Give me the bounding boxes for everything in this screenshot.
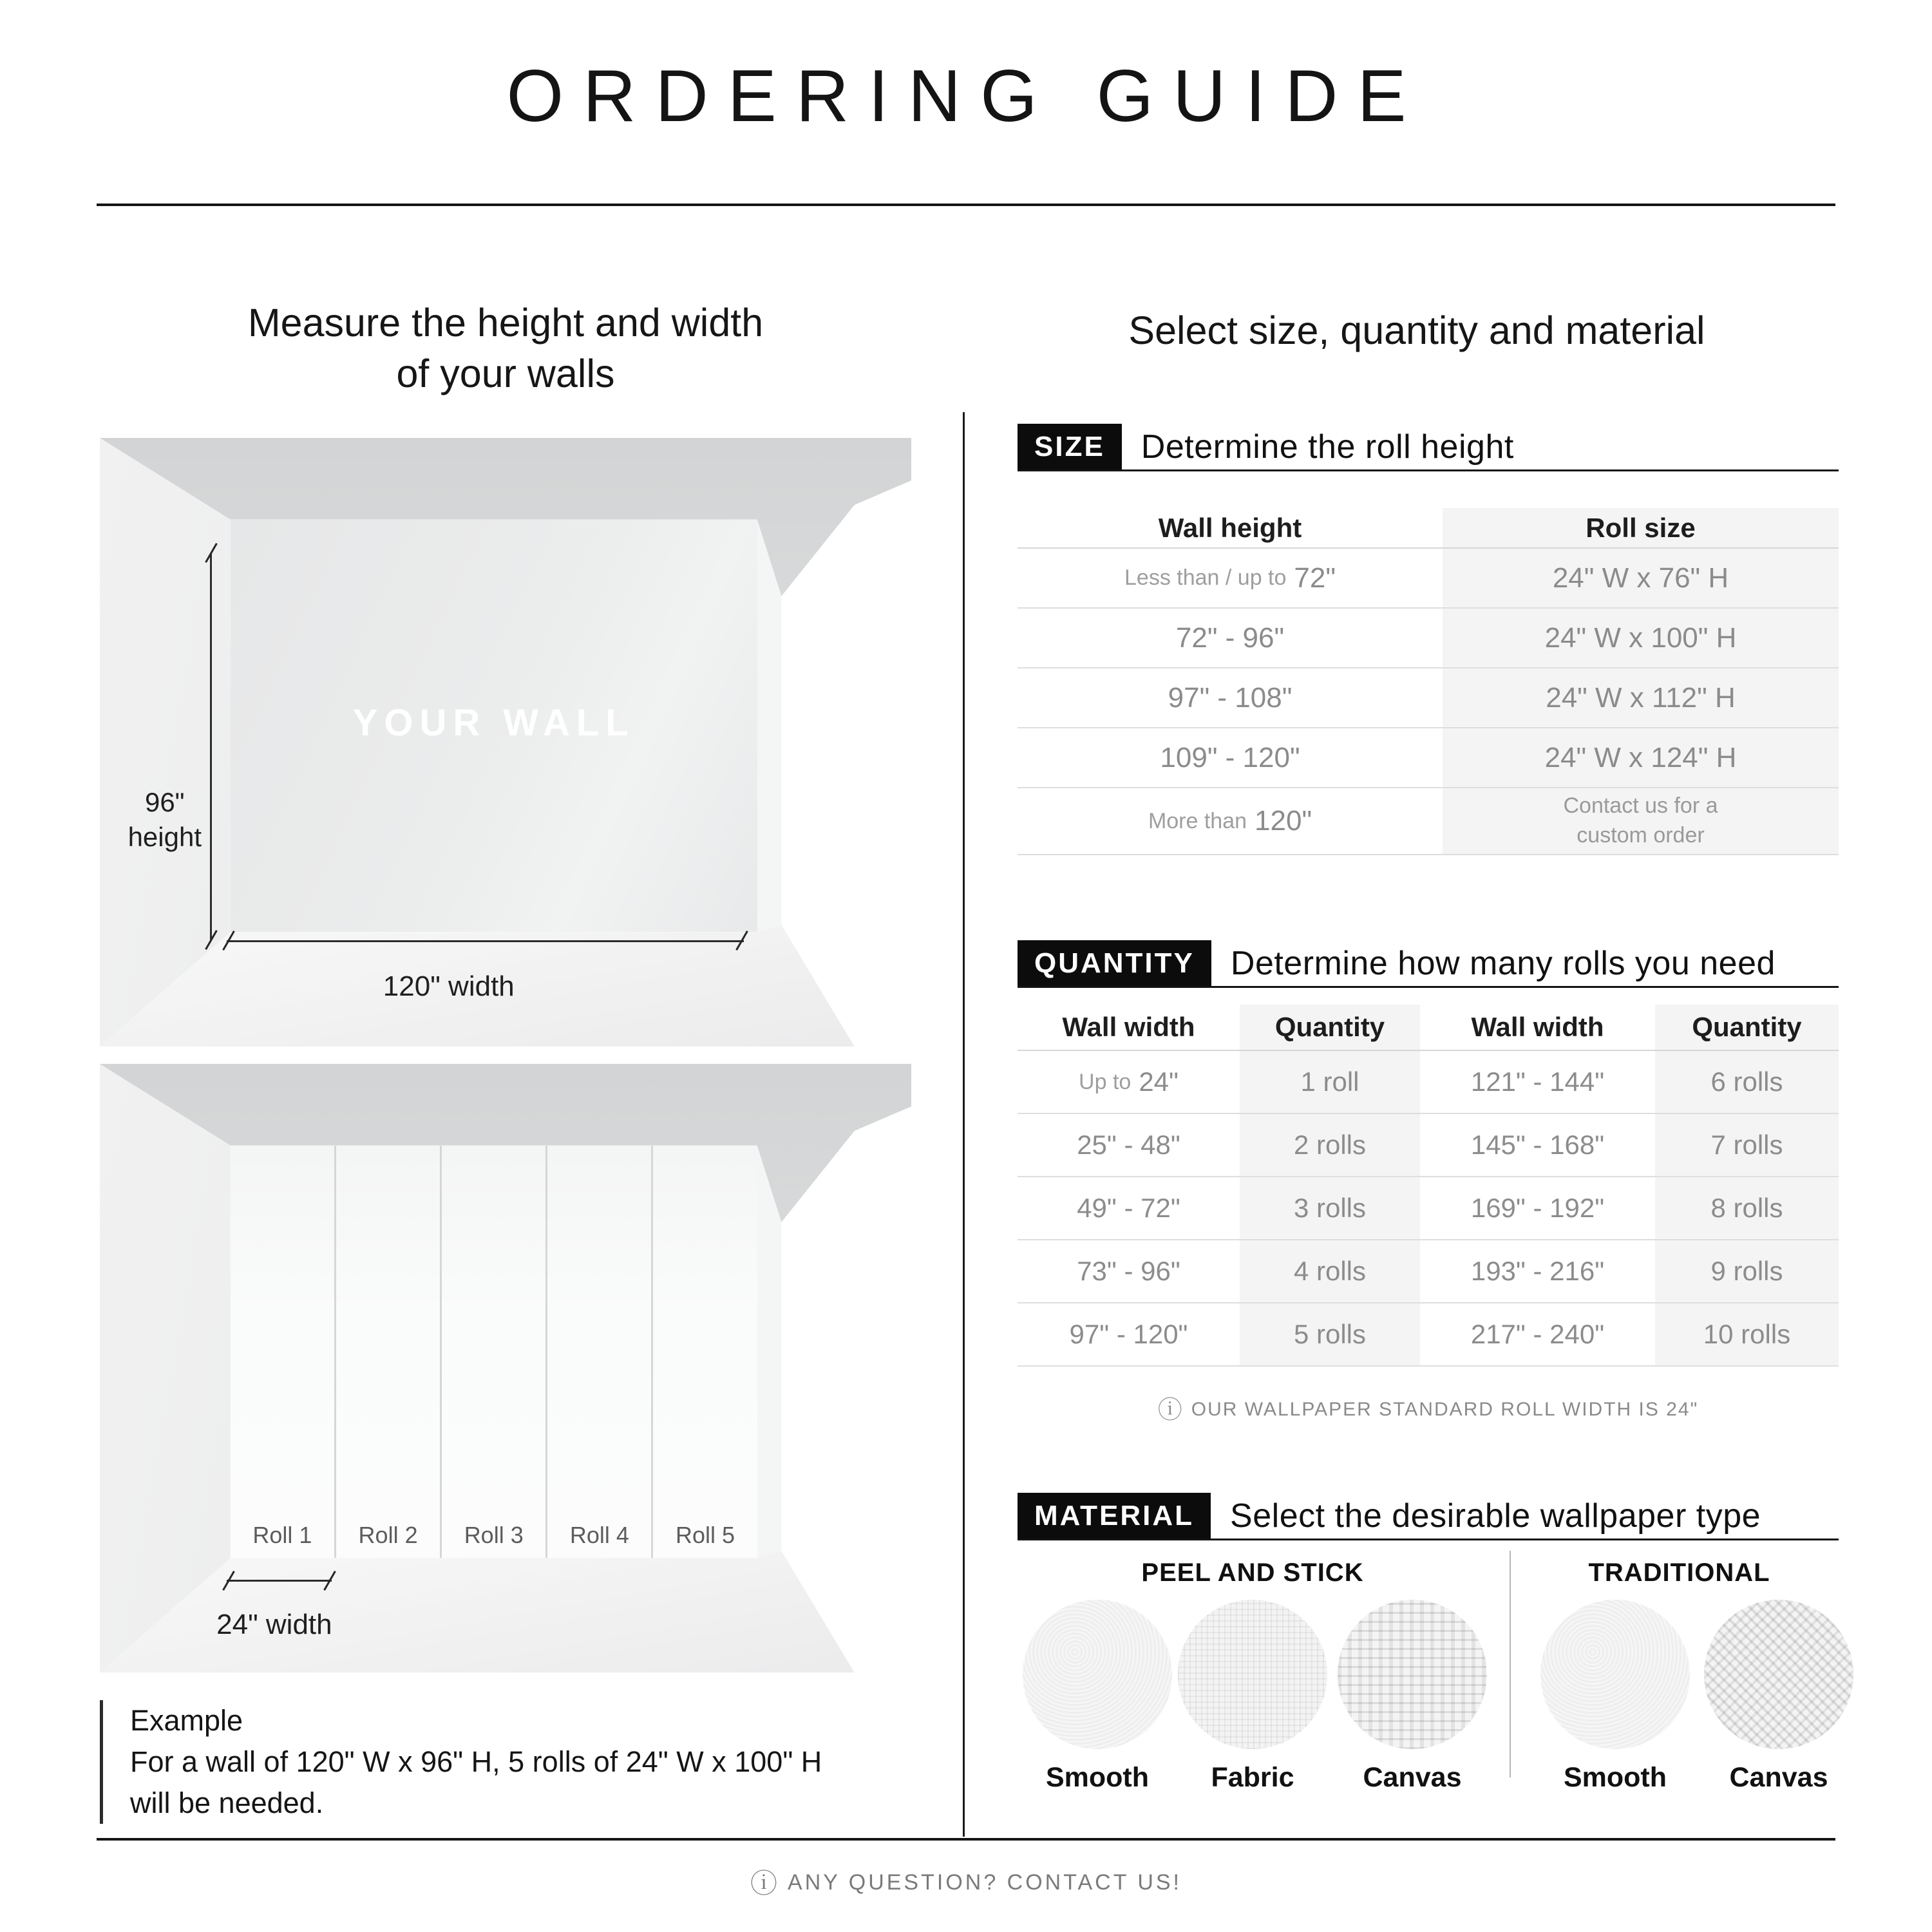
example-line2: will be needed. [130,1786,324,1819]
swatch-label: Canvas [1363,1762,1462,1793]
table-row [1018,1240,1839,1303]
info-icon: ⓘ [750,1868,778,1899]
wall-width-cell [1420,1240,1655,1302]
roll-size-cell [1443,668,1839,727]
cell-value: 24" W x 76" H [1552,562,1729,594]
room-illustration-measure [100,438,911,1046]
swatch-label: Fabric [1211,1762,1294,1793]
roll-size-cell [1443,728,1839,787]
quantity-section-heading: Determine how many rolls you need [1230,945,1776,982]
wallpaper-rolls [231,1146,757,1558]
cell-value: 9 rolls [1710,1256,1783,1286]
wall-width-cell [1420,1177,1655,1239]
roll-strip [547,1146,653,1558]
cell-value: 72" - 96" [1175,621,1285,654]
wall-width-cell [1018,1114,1240,1176]
table-row [1018,1051,1839,1114]
wall-height-cell [1018,668,1443,727]
wall-width-cell [1420,1051,1655,1113]
example-block [100,1700,948,1824]
quantity-section-rule [1018,986,1839,988]
quantity-cell [1240,1177,1420,1239]
cell-value: 25" - 48" [1077,1130,1180,1160]
wall-height-cell [1018,609,1443,667]
table-row [1018,728,1839,788]
column-divider [963,412,965,1837]
size-section-rule [1018,469,1839,471]
quantity-section-header [1018,940,1776,987]
left-heading-line2: of your walls [396,352,615,396]
height-dimension-line [210,553,212,940]
quantity-cell [1655,1240,1839,1302]
cell-value: 193" - 216" [1470,1256,1605,1286]
roll-label: Roll 4 [569,1522,629,1549]
size-badge: SIZE [1018,424,1122,470]
quantity-cell [1655,1177,1839,1239]
table-header-row [1018,1005,1839,1051]
cell-value: 72" [1294,562,1336,594]
room-illustration-rolls [100,1064,911,1672]
wall-width-cell [1018,1051,1240,1113]
column-header: Roll size [1443,508,1839,547]
width-dimension-line [227,940,744,942]
quantity-cell [1240,1051,1420,1113]
cell-value: 24" W x 124" H [1544,741,1737,773]
cell-value: 217" - 240" [1470,1319,1605,1349]
quantity-cell [1655,1303,1839,1365]
wall-width-cell [1018,1240,1240,1302]
cell-prefix: Up to [1079,1069,1132,1094]
roll-strip [231,1146,336,1558]
table-header-row [1018,508,1839,549]
quantity-cell [1655,1114,1839,1176]
swatch-label: Smooth [1045,1762,1150,1793]
cell-value: 120" [1255,805,1312,837]
wall-height-cell [1018,728,1443,787]
title-divider [97,204,1835,206]
cell-value: 169" - 192" [1470,1193,1605,1223]
size-table [1018,508,1839,855]
roll-width-note [1018,1390,1839,1425]
column-header: Wall width [1471,1012,1604,1042]
material-group-divider [1510,1551,1511,1777]
left-heading-line1: Measure the height and width [247,301,764,345]
cell-value: 97" - 120" [1069,1319,1188,1349]
roll-width-dimension-label: 24" width [216,1608,332,1640]
example-line1: For a wall of 120" W x 96" H, 5 rolls of 24" W x 100" H [130,1745,822,1778]
wall-width-cell [1420,1114,1655,1176]
column-header: Wall height [1158,512,1302,543]
wall-height-cell [1018,788,1443,854]
table-row [1018,549,1839,609]
height-dimension-label [112,785,218,855]
roll-label: Roll 1 [252,1522,312,1549]
roll-width-dimension-line [227,1580,332,1582]
page-title: ORDERING GUIDE [506,55,1426,137]
roll-strip [653,1146,757,1558]
roll-strip [336,1146,442,1558]
material-badge: MATERIAL [1018,1493,1211,1539]
info-icon: ⓘ [1157,1397,1182,1424]
wall-width-cell [1420,1303,1655,1365]
note-text: OUR WALLPAPER STANDARD ROLL WIDTH IS 24" [1191,1399,1699,1420]
cell-value: 10 rolls [1703,1319,1791,1349]
roll-size-cell [1443,609,1839,667]
cell-value: 3 rolls [1293,1193,1367,1223]
footer-divider [97,1838,1835,1841]
cell-value: 7 rolls [1710,1130,1783,1160]
swatch-smooth-peel [1023,1600,1172,1749]
table-row [1018,668,1839,728]
footer-text: ANY QUESTION? CONTACT US! [788,1870,1182,1895]
cell-value: Contact us for a custom order [1563,793,1718,848]
cell-value: 2 rolls [1293,1130,1367,1160]
left-column-heading [100,298,911,400]
roll-size-cell [1443,788,1839,854]
swatch-label: Canvas [1729,1762,1828,1793]
swatch-smooth-traditional [1540,1600,1690,1749]
footer-contact-note [0,1862,1932,1901]
quantity-badge: QUANTITY [1018,940,1211,987]
roll-label: Roll 3 [464,1522,524,1549]
cell-value: 49" - 72" [1077,1193,1180,1223]
height-word: height [128,822,202,853]
cell-value: 5 rolls [1293,1319,1367,1349]
size-section-heading: Determine the roll height [1141,428,1514,466]
cell-value: 1 roll [1300,1066,1359,1097]
cell-value: 109" - 120" [1160,741,1300,773]
column-header: Quantity [1655,1005,1839,1050]
cell-value: 4 rolls [1293,1256,1367,1286]
table-row [1018,788,1839,855]
cell-value: 24" W x 112" H [1546,681,1736,714]
cell-value: 8 rolls [1710,1193,1783,1223]
swatch-label: Smooth [1563,1762,1667,1793]
table-row [1018,1114,1839,1177]
swatch-fabric-peel [1178,1600,1327,1749]
size-section-header [1018,424,1514,470]
example-title: Example [130,1704,243,1737]
quantity-cell [1240,1240,1420,1302]
room-back-wall [231,520,757,933]
wall-width-cell [1018,1177,1240,1239]
wall-width-cell [1018,1303,1240,1365]
peel-and-stick-label: PEEL AND STICK [1141,1558,1364,1587]
width-dimension-label: 120" width [383,970,515,1002]
right-column-heading: Select size, quantity and material [1128,308,1705,352]
material-section-header [1018,1493,1761,1539]
quantity-cell [1655,1051,1839,1113]
cell-prefix: Less than / up to [1124,565,1287,590]
roll-size-cell [1443,549,1839,607]
swatch-canvas-peel [1338,1600,1487,1749]
cell-prefix: More than [1148,808,1247,833]
your-wall-label: YOUR WALL [352,701,635,744]
column-header: Wall width [1062,1012,1195,1042]
roll-label: Roll 5 [675,1522,735,1549]
roll-strip [442,1146,547,1558]
material-section-rule [1018,1539,1839,1540]
cell-value: 121" - 144" [1470,1066,1605,1097]
quantity-table [1018,1005,1839,1367]
material-section-heading: Select the desirable wallpaper type [1230,1497,1761,1535]
cell-value: 73" - 96" [1077,1256,1180,1286]
cell-value: 145" - 168" [1470,1130,1605,1160]
column-header: Quantity [1240,1005,1420,1050]
cell-value: 24" W x 100" H [1544,621,1737,654]
quantity-cell [1240,1303,1420,1365]
traditional-label: TRADITIONAL [1588,1558,1770,1587]
cell-value: 6 rolls [1710,1066,1783,1097]
table-row [1018,1177,1839,1240]
table-row [1018,1303,1839,1367]
roll-label: Roll 2 [358,1522,418,1549]
cell-value: 24" [1139,1066,1179,1097]
swatch-canvas-traditional [1704,1600,1853,1749]
height-value: 96" [144,786,185,817]
quantity-cell [1240,1114,1420,1176]
table-row [1018,609,1839,668]
wall-height-cell [1018,549,1443,607]
cell-value: 97" - 108" [1168,681,1293,714]
